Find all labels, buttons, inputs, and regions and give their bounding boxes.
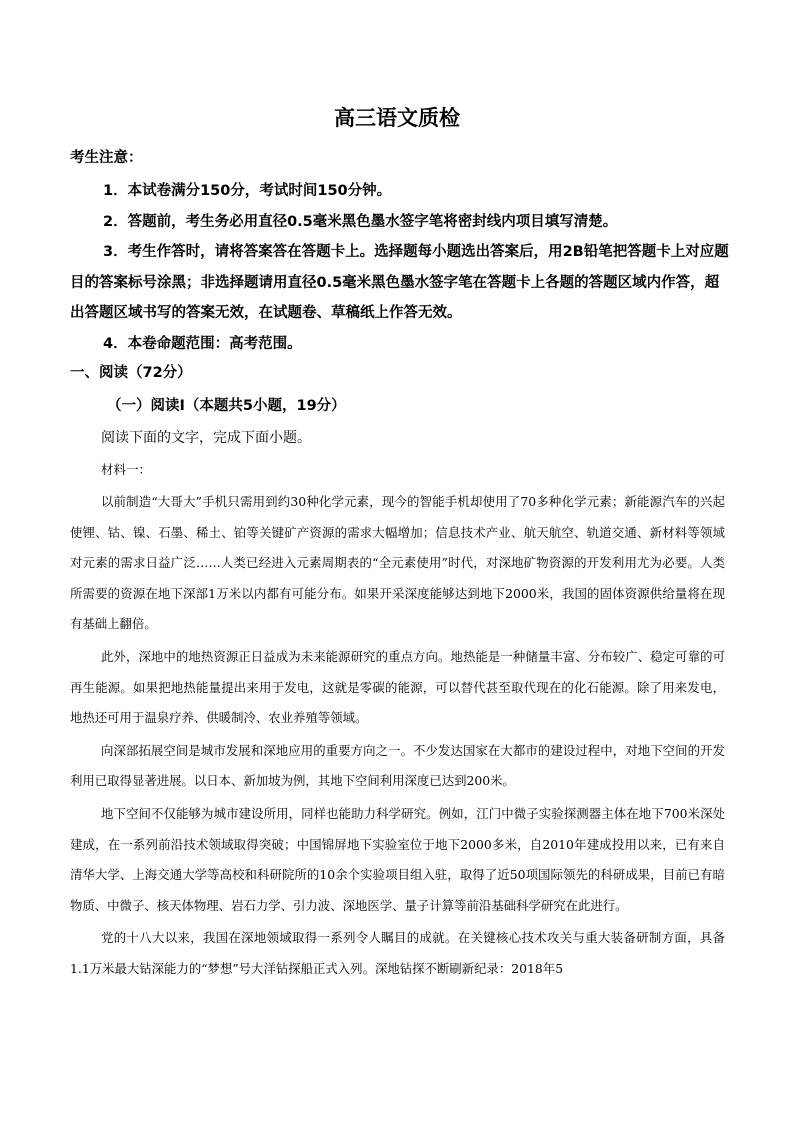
material-label: 材料一： xyxy=(101,462,152,477)
notice-heading: 考生注意： xyxy=(70,150,143,166)
section-heading: 一、阅读（72分） xyxy=(70,365,192,381)
body-paragraph: 地下空间不仅能够为城市建设所用，同样也能助力科学研究。例如，江门中微子实验探测器主体在地下700米深处建成，在一系列前沿技术领域取得突破；中国锦屏地下实验室位于地下2000多米，自2010年建成投用以来，已有来自清华大学、上海交通大学等高校和科研院所的10余个实验项目组入驻，取得了近50项国际领先的科研成果，目前已有暗物质、中微子、核天体物理、岩石力学、引力波、深地医学、量子计算等前沿基础科学研究在此进行。 xyxy=(70,805,725,913)
notice-list xyxy=(70,176,730,359)
notice-item: 4．本卷命题范围：高考范围。 xyxy=(103,335,302,352)
body-paragraph: 党的十八大以来，我国在深地领域取得一系列令人瞩目的成就。在关键核心技术攻关与重大装备研制方面，具备1.1万米最大钻深能力的“梦想”号大洋钻探船正式入列。深地钻探不断刷新纪录：2018年5 xyxy=(70,930,725,976)
body-paragraph: 此外，深地中的地热资源正日益成为未来能源研究的重点方向。地热能是一种储量丰富、分布较广、稳定可靠的可再生能源。如果把地热能量提出来用于发电，这就是零碳的能源，可以替代甚至取代现在的化石能源。除了用来发电，地热还可用于温泉疗养、供暖制冷、农业养殖等领域。 xyxy=(70,648,725,726)
material-body xyxy=(70,487,725,987)
page-title: 高三语文质检 xyxy=(334,106,460,130)
notice-item: 3．考生作答时，请将答案答在答题卡上。选择题每小题选出答案后，用2B铅笔把答题卡上对应题目的答案标号涂黑；非选择题请用直径0.5毫米黑色墨水签字笔在答题卡上各题的答题区域内作答，超出答题区域书写的答案无效，在试题卷、草稿纸上作答无效。 xyxy=(70,244,729,321)
notice-item: 1．本试卷满分150分，考试时间150分钟。 xyxy=(103,183,392,199)
subsection-heading: （一）阅读Ⅰ（本题共5小题，19分） xyxy=(107,398,346,414)
body-paragraph: 以前制造“大哥大”手机只需用到约30种化学元素，现今的智能手机却使用了70多种化学元素；新能源汽车的兴起使锂、钴、镍、石墨、稀土、铂等关键矿产资源的需求大幅增加；信息技术产业、航天航空、轨道交通、新材料等领域对元素的需求日益广泛……人类已经进入元素周期表的“全元素使用”时代，对深地矿物资源的开发利用尤为必要。人类所需要的资源在地下深部1万米以内都有可能分布。如果开采深度能够达到地下2000米，我国的固体资源供给量将在现有基础上翻倍。 xyxy=(70,494,725,632)
notice-item: 2．答题前，考生务必用直径0.5毫米黑色墨水签字笔将密封线内项目填写清楚。 xyxy=(103,213,618,230)
body-paragraph: 向深部拓展空间是城市发展和深地应用的重要方向之一。不少发达国家在大都市的建设过程中，对地下空间的开发利用已取得显著进展。以日本、新加坡为例，其地下空间利用深度已达到200米。 xyxy=(70,742,725,789)
reading-instruction: 阅读下面的文字，完成下面小题。 xyxy=(101,430,311,446)
